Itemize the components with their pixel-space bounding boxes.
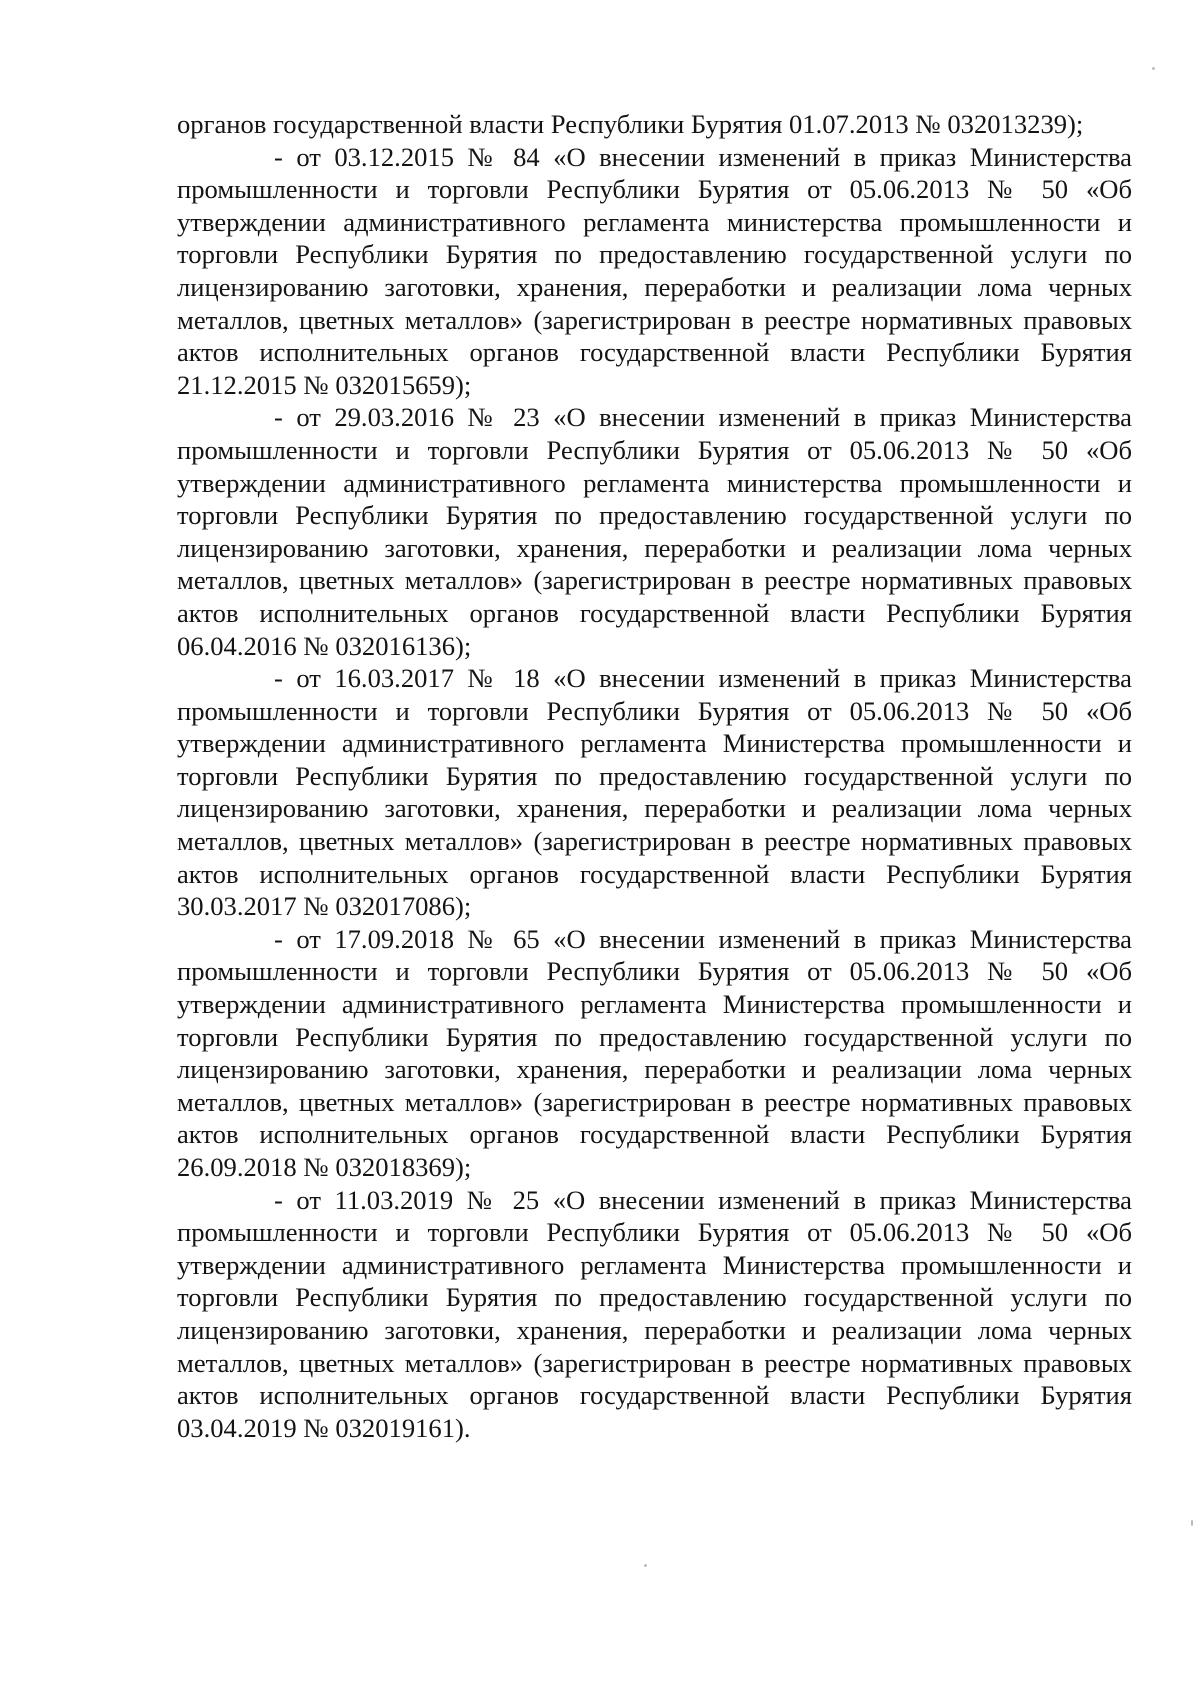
scan-speck [1152, 67, 1155, 70]
amendment-item-2018: - от 17.09.2018 № 65 «О внесении изменений в приказ Министерства промышленности и торговли Республики Бурятия от 05.06.2013 № 50 «Об утверждении административного регламента Министерства промышленности и торговли Республики Бурятия по предоставлению государственной услуги по лицензированию заготовки, хранения, переработки и реализации лома черных металлов, цветных металлов» (зарегистрирован в реестре нормативных правовых актов исполнительных органов государственной власти Республики Бурятия 26.09.2018 № 032018369); [177, 923, 1132, 1182]
amendment-item-2016: - от 29.03.2016 № 23 «О внесении изменений в приказ Министерства промышленности и торговли Республики Бурятия от 05.06.2013 № 50 «Об утверждении административного регламента министерства промышленности и торговли Республики Бурятия по предоставлению государственной услуги по лицензированию заготовки, хранения, переработки и реализации лома черных металлов, цветных металлов» (зарегистрирован в реестре нормативных правовых актов исполнительных органов государственной власти Республики Бурятия 06.04.2016 № 032016136); [177, 402, 1132, 661]
amendment-item-2017: - от 16.03.2017 № 18 «О внесении изменений в приказ Министерства промышленности и торговли Республики Бурятия от 05.06.2013 № 50 «Об утверждении административного регламента Министерства промышленности и торговли Республики Бурятия по предоставлению государственной услуги по лицензированию заготовки, хранения, переработки и реализации лома черных металлов, цветных металлов» (зарегистрирован в реестре нормативных правовых актов исполнительных органов государственной власти Республики Бурятия 30.03.2017 № 032017086); [177, 663, 1132, 922]
amendment-item-2015: - от 03.12.2015 № 84 «О внесении изменений в приказ Министерства промышленности и торговли Республики Бурятия от 05.06.2013 № 50 «Об утверждении административного регламента министерства промышленности и торговли Республики Бурятия по предоставлению государственной услуги по лицензированию заготовки, хранения, переработки и реализации лома черных металлов, цветных металлов» (зарегистрирован в реестре нормативных правовых актов исполнительных органов государственной власти Республики Бурятия 21.12.2015 № 032015659); [177, 141, 1132, 400]
amendment-item-2019: - от 11.03.2019 № 25 «О внесении изменений в приказ Министерства промышленности и торговли Республики Бурятия от 05.06.2013 № 50 «Об утверждении административного регламента Министерства промышленности и торговли Республики Бурятия по предоставлению государственной услуги по лицензированию заготовки, хранения, переработки и реализации лома черных металлов, цветных металлов» (зарегистрирован в реестре нормативных правовых актов исполнительных органов государственной власти Республики Бурятия 03.04.2019 № 032019161). [177, 1184, 1132, 1443]
document-body [177, 108, 1132, 1444]
continuation-paragraph: органов государственной власти Республики Бурятия 01.07.2013 № 032013239); [177, 109, 1084, 139]
scan-speck [644, 1564, 647, 1567]
scan-speck [1191, 1520, 1193, 1526]
